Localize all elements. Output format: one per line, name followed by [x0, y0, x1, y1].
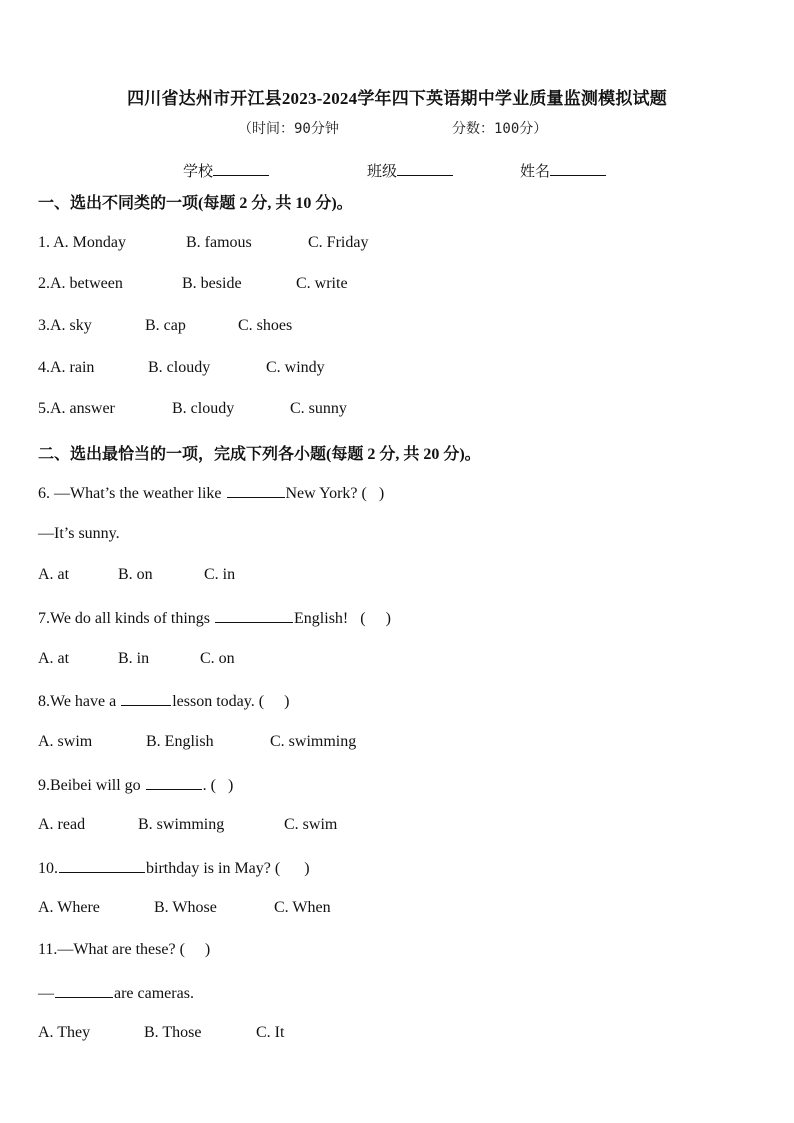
q6-text-pre: 6. —What’s the weather like — [38, 485, 226, 502]
exam-time: （时间：90分钟 — [238, 121, 339, 137]
class-field — [367, 160, 453, 181]
q1-a: 1. A. Monday — [38, 234, 126, 251]
q11-text-post: are cameras. — [114, 985, 194, 1002]
q8-text-pre: 8.We have a — [38, 693, 121, 710]
q9-text-post: . ( ) — [202, 777, 234, 794]
q10-option-b: B. Whose — [154, 899, 217, 916]
q11-option-a: A. They — [38, 1024, 91, 1041]
q7-blank[interactable] — [215, 608, 293, 623]
q3-b: B. cap — [145, 317, 186, 334]
q3-a: 3.A. sky — [38, 317, 92, 334]
q5-c: C. sunny — [290, 400, 347, 417]
page-title: 四川省达州市开江县2023-2024学年四下英语期中学业质量监测模拟试题 — [127, 89, 667, 108]
q6-option-a: A. at — [38, 566, 70, 583]
q7-question — [38, 608, 391, 628]
q11-reply — [38, 983, 194, 1003]
q7-text-pre: 7.We do all kinds of things — [38, 610, 215, 627]
q7-option-a: A. at — [38, 650, 70, 667]
q10-question — [38, 858, 310, 878]
q11-option-b: B. Those — [144, 1024, 202, 1041]
q11-text-pre: — — [38, 985, 54, 1002]
q1-c: C. Friday — [308, 234, 369, 251]
q2-c: C. write — [296, 275, 348, 292]
q2-a: 2.A. between — [38, 275, 123, 292]
name-label: 姓名 — [520, 164, 551, 180]
q9-option-b: B. swimming — [138, 816, 225, 833]
section-2-heading: 二、选出最恰当的一项，完成下列各小题(每题 2 分, 共 20 分)。 — [38, 446, 481, 463]
q9-option-c: C. swim — [284, 816, 338, 833]
q5-a: 5.A. answer — [38, 400, 115, 417]
school-label: 学校 — [183, 164, 214, 180]
q8-option-c: C. swimming — [270, 733, 357, 750]
school-blank[interactable] — [213, 161, 269, 176]
q1-b: B. famous — [186, 234, 252, 251]
q3-c: C. shoes — [238, 317, 293, 334]
section-1-heading: 一、选出不同类的一项(每题 2 分, 共 10 分)。 — [38, 195, 353, 212]
q8-blank[interactable] — [121, 691, 171, 706]
q6-option-b: B. on — [118, 566, 153, 583]
q7-option-b: B. in — [118, 650, 150, 667]
q7-text-post: English! ( ) — [294, 610, 391, 627]
q11-question: 11.—What are these? ( ) — [38, 941, 211, 958]
name-field — [520, 160, 606, 181]
q10-option-a: A. Where — [38, 899, 100, 916]
name-blank[interactable] — [550, 161, 606, 176]
class-blank[interactable] — [397, 161, 453, 176]
q10-blank[interactable] — [59, 858, 145, 873]
exam-score: 分数：100分） — [452, 121, 548, 137]
q6-question — [38, 483, 384, 503]
q2-b: B. beside — [182, 275, 242, 292]
q10-option-c: C. When — [274, 899, 331, 916]
q10-text-pre: 10. — [38, 860, 58, 877]
q8-option-b: B. English — [146, 733, 214, 750]
q11-blank[interactable] — [55, 983, 113, 998]
q4-a: 4.A. rain — [38, 359, 95, 376]
q10-text-post: birthday is in May? ( ) — [146, 860, 310, 877]
q4-c: C. windy — [266, 359, 325, 376]
q9-question — [38, 775, 233, 795]
q6-option-c: C. in — [204, 566, 236, 583]
q7-option-c: C. on — [200, 650, 235, 667]
q6-reply: —It’s sunny. — [38, 525, 120, 542]
q4-b: B. cloudy — [148, 359, 211, 376]
q11-option-c: C. It — [256, 1024, 285, 1041]
q9-blank[interactable] — [146, 775, 202, 790]
q8-question — [38, 691, 289, 711]
q8-option-a: A. swim — [38, 733, 93, 750]
q9-text-pre: 9.Beibei will go — [38, 777, 145, 794]
class-label: 班级 — [367, 164, 398, 180]
q8-text-post: lesson today. ( ) — [172, 693, 290, 710]
school-field — [183, 160, 269, 181]
q9-option-a: A. read — [38, 816, 86, 833]
q6-text-post: New York? ( ) — [285, 485, 385, 502]
q5-b: B. cloudy — [172, 400, 235, 417]
q6-blank[interactable] — [227, 483, 285, 498]
